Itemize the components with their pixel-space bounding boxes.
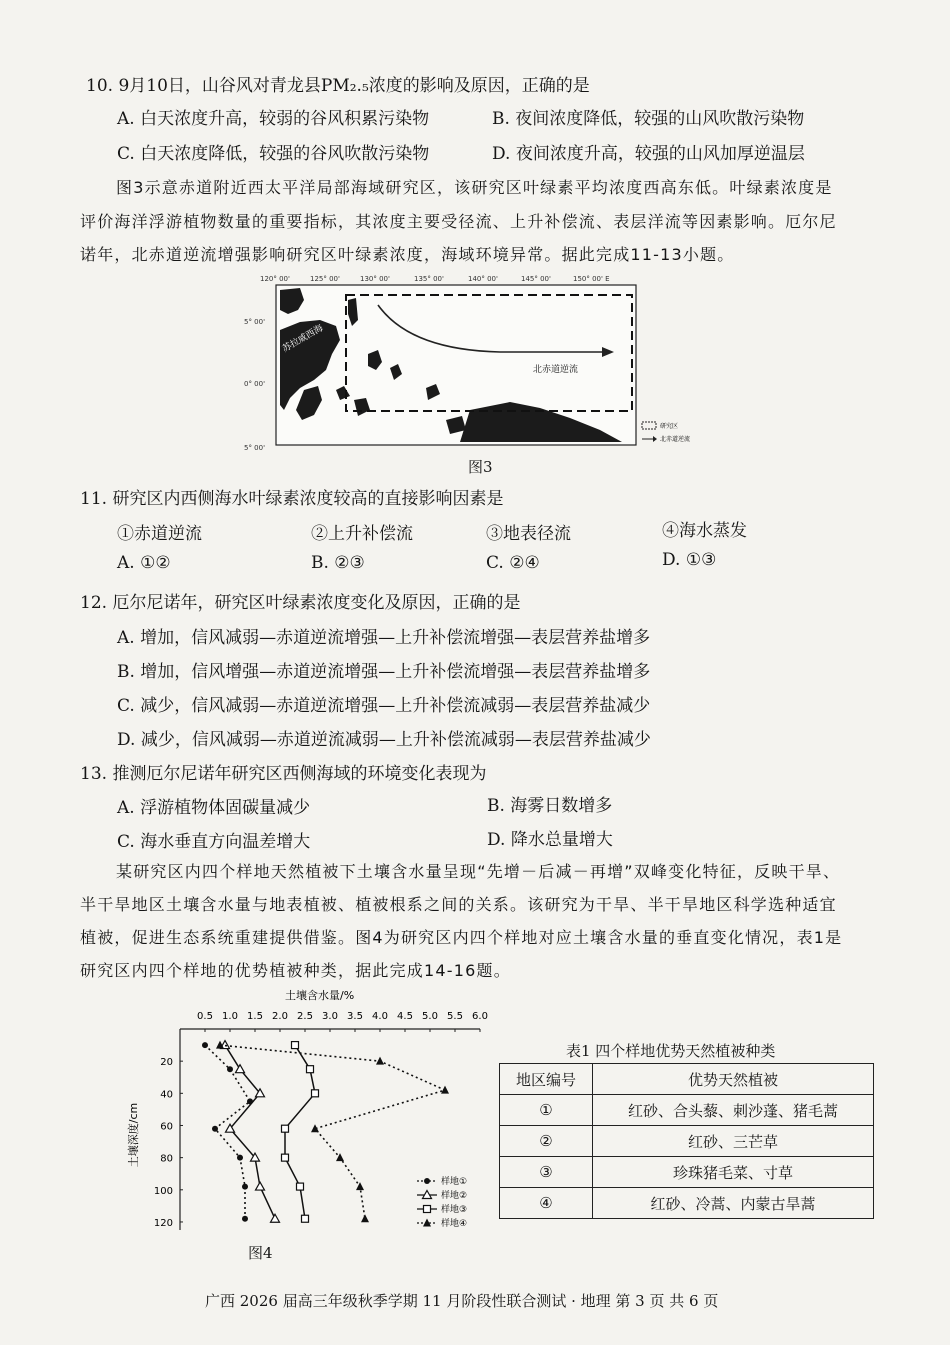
q10-stem: 10. 9月10日，山谷风对青龙县PM₂.₅浓度的影响及原因，正确的是 (86, 76, 590, 96)
intro2-line-1: 某研究区内四个样地天然植被下土壤含水量呈现“先增－后减－再增”双峰变化特征，反映干旱、 (116, 862, 841, 881)
y-tick-label: 20 (160, 1057, 173, 1069)
lat-label: 5° 00' (244, 444, 266, 452)
legend-study-area: 研究区 (660, 423, 679, 430)
lon-label: 150° 00' E (573, 275, 610, 283)
intro1-line-2: 评价海洋浮游植物数量的重要指标，其浓度主要受径流、上升补偿流、表层洋流等因素影响。厄尔尼 (80, 212, 837, 231)
data-point (236, 1065, 245, 1073)
lon-label: 135° 00' (414, 275, 444, 283)
y-tick-label: 120 (153, 1217, 173, 1229)
q13-option-b: B. 海雾日数增多 (487, 796, 613, 816)
page-footer: 广西 2026 届高三年级秋季学期 11 月阶段性联合测试 · 地理 第 3 页 共 6 页 (205, 1292, 719, 1310)
lat-label: 5° 00' (244, 318, 266, 326)
table1 (499, 1063, 874, 1219)
x-tick-label: 4.0 (372, 1011, 388, 1022)
intro1-line-1: 图3示意赤道附近西太平洋局部海域研究区，该研究区叶绿素平均浓度西高东低。叶绿素浓度是 (116, 178, 833, 197)
data-point (312, 1090, 319, 1097)
table-row (500, 1188, 874, 1219)
figure3-map (240, 270, 720, 460)
lat-label: 0° 00' (244, 380, 266, 388)
lon-label: 130° 00' (360, 275, 390, 283)
q13-option-a: A. 浮游植物体固碳量减少 (117, 798, 311, 818)
x-tick-label: 3.5 (347, 1011, 363, 1022)
table-header-cell: 优势天然植被 (593, 1064, 874, 1095)
figure4-chart (125, 985, 490, 1245)
q10-option-d: D. 夜间浓度升高，较强的山风加厚逆温层 (492, 144, 805, 164)
y-tick-label: 100 (153, 1185, 173, 1197)
x-tick-label: 5.5 (447, 1011, 463, 1022)
data-point (302, 1215, 309, 1222)
q13-option-d: D. 降水总量增大 (487, 830, 613, 850)
current-label: 北赤道逆流 (533, 365, 579, 375)
q11-option-a: A. ①② (117, 553, 171, 573)
data-point (376, 1057, 384, 1065)
figure4-caption: 图4 (248, 1244, 273, 1262)
q12-option-c: C. 减少，信风减弱—赤道逆流增强—上升补偿流减弱—表层营养盐减少 (117, 696, 651, 716)
y-axis-label: 土壤深度/cm (127, 1102, 140, 1168)
data-point (256, 1182, 265, 1190)
sea-label: 苏拉威西海 (281, 323, 326, 355)
legend-current: 北赤道逆流 (660, 436, 691, 443)
figure3-caption: 图3 (468, 458, 493, 476)
data-point (297, 1183, 304, 1190)
table-cell-vegetation: 红砂、三芒草 (593, 1126, 874, 1157)
x-tick-label: 3.0 (322, 1011, 338, 1022)
x-tick-label: 1.5 (247, 1011, 263, 1022)
y-tick-label: 60 (160, 1121, 173, 1133)
intro2-line-2: 半干旱地区土壤含水量与地表植被、植被根系之间的关系。该研究为干旱、半干旱地区科学选种适宜 (80, 895, 837, 914)
data-point (237, 1155, 243, 1161)
q11-option-b: B. ②③ (311, 553, 365, 573)
data-point (212, 1126, 218, 1132)
intro2-line-4: 研究区内四个样地的优势植被种类，据此完成14-16题。 (80, 961, 511, 980)
q11-stem: 11. 研究区内西侧海水叶绿素浓度较高的直接影响因素是 (80, 489, 504, 509)
x-tick-label: 0.5 (197, 1011, 213, 1022)
table-row (500, 1157, 874, 1188)
data-point (311, 1124, 319, 1132)
q12-option-b: B. 增加，信风增强—赤道逆流增强—上升补偿流增强—表层营养盐增多 (117, 662, 651, 682)
x-tick-label: 1.0 (222, 1011, 238, 1022)
legend-label: 样地① (441, 1177, 468, 1187)
x-tick-label: 6.0 (472, 1011, 488, 1022)
data-point (424, 1206, 431, 1213)
q12-option-d: D. 减少，信风减弱—赤道逆流减弱—上升补偿流减弱—表层营养盐减少 (117, 730, 651, 750)
table-header-cell: 地区编号 (500, 1064, 593, 1095)
lon-label: 140° 00' (468, 275, 498, 283)
data-point (227, 1066, 233, 1072)
q10-option-a: A. 白天浓度升高，较弱的谷风积累污染物 (117, 109, 430, 129)
lon-label: 145° 00' (521, 275, 551, 283)
legend-label: 样地③ (441, 1205, 468, 1215)
legend-label: 样地④ (441, 1219, 468, 1229)
table-cell-id: ③ (500, 1157, 593, 1188)
legend-label: 样地② (441, 1191, 468, 1201)
q10-option-c: C. 白天浓度降低，较强的谷风吹散污染物 (117, 144, 430, 164)
q12-stem: 12. 厄尔尼诺年，研究区叶绿素浓度变化及原因，正确的是 (80, 593, 521, 613)
data-point (271, 1214, 280, 1222)
legend-study-area-swatch (642, 422, 656, 429)
data-point (441, 1086, 449, 1094)
x-tick-label: 5.0 (422, 1011, 438, 1022)
intro2-line-3: 植被，促进生态系统重建提供借鉴。图4为研究区内四个样地对应土壤含水量的垂直变化情况，表1是 (80, 928, 843, 947)
series-line (220, 1045, 445, 1219)
q12-option-a: A. 增加，信风减弱—赤道逆流增强—上升补偿流增强—表层营养盐增多 (117, 628, 651, 648)
intro1-line-3: 诺年，北赤道逆流增强影响研究区叶绿素浓度，海域环境异常。据此完成11-13小题。 (80, 245, 735, 264)
q13-option-c: C. 海水垂直方向温差增大 (117, 832, 311, 852)
x-tick-label: 2.5 (297, 1011, 313, 1022)
table-cell-vegetation: 红砂、冷蒿、内蒙古旱蒿 (593, 1188, 874, 1219)
lon-label: 125° 00' (310, 275, 340, 283)
table-cell-id: ④ (500, 1188, 593, 1219)
q11-option-d: D. ①③ (662, 550, 717, 570)
data-point (424, 1178, 430, 1184)
x-tick-label: 2.0 (272, 1011, 288, 1022)
table-row (500, 1126, 874, 1157)
q11-option-c: C. ②④ (486, 553, 540, 573)
y-tick-label: 40 (160, 1089, 173, 1101)
chart-title: 土壤含水量/% (285, 989, 355, 1002)
table-cell-id: ① (500, 1095, 593, 1126)
q11-item-4: ④海水蒸发 (662, 521, 747, 541)
table-row (500, 1095, 874, 1126)
q11-item-1: ①赤道逆流 (117, 524, 202, 544)
table-header-row (500, 1064, 874, 1095)
lon-label: 120° 00' (260, 275, 290, 283)
data-point (242, 1216, 248, 1222)
data-point (242, 1184, 248, 1190)
q13-stem: 13. 推测厄尔尼诺年研究区西侧海域的环境变化表现为 (80, 764, 487, 784)
q10-option-b: B. 夜间浓度降低，较强的山风吹散污染物 (492, 109, 805, 129)
table-cell-vegetation: 红砂、合头藜、刺沙蓬、猪毛蒿 (593, 1095, 874, 1126)
q11-item-3: ③地表径流 (486, 524, 571, 544)
data-point (202, 1042, 208, 1048)
table-cell-id: ② (500, 1126, 593, 1157)
table-cell-vegetation: 珍珠猪毛菜、寸草 (593, 1157, 874, 1188)
x-tick-label: 4.5 (397, 1011, 413, 1022)
data-point (361, 1214, 369, 1222)
data-point (282, 1154, 289, 1161)
data-point (307, 1066, 314, 1073)
data-point (292, 1042, 299, 1049)
table1-title: 表1 四个样地优势天然植被种类 (566, 1042, 776, 1060)
q11-item-2: ②上升补偿流 (311, 524, 413, 544)
y-tick-label: 80 (160, 1153, 173, 1165)
data-point (282, 1125, 289, 1132)
